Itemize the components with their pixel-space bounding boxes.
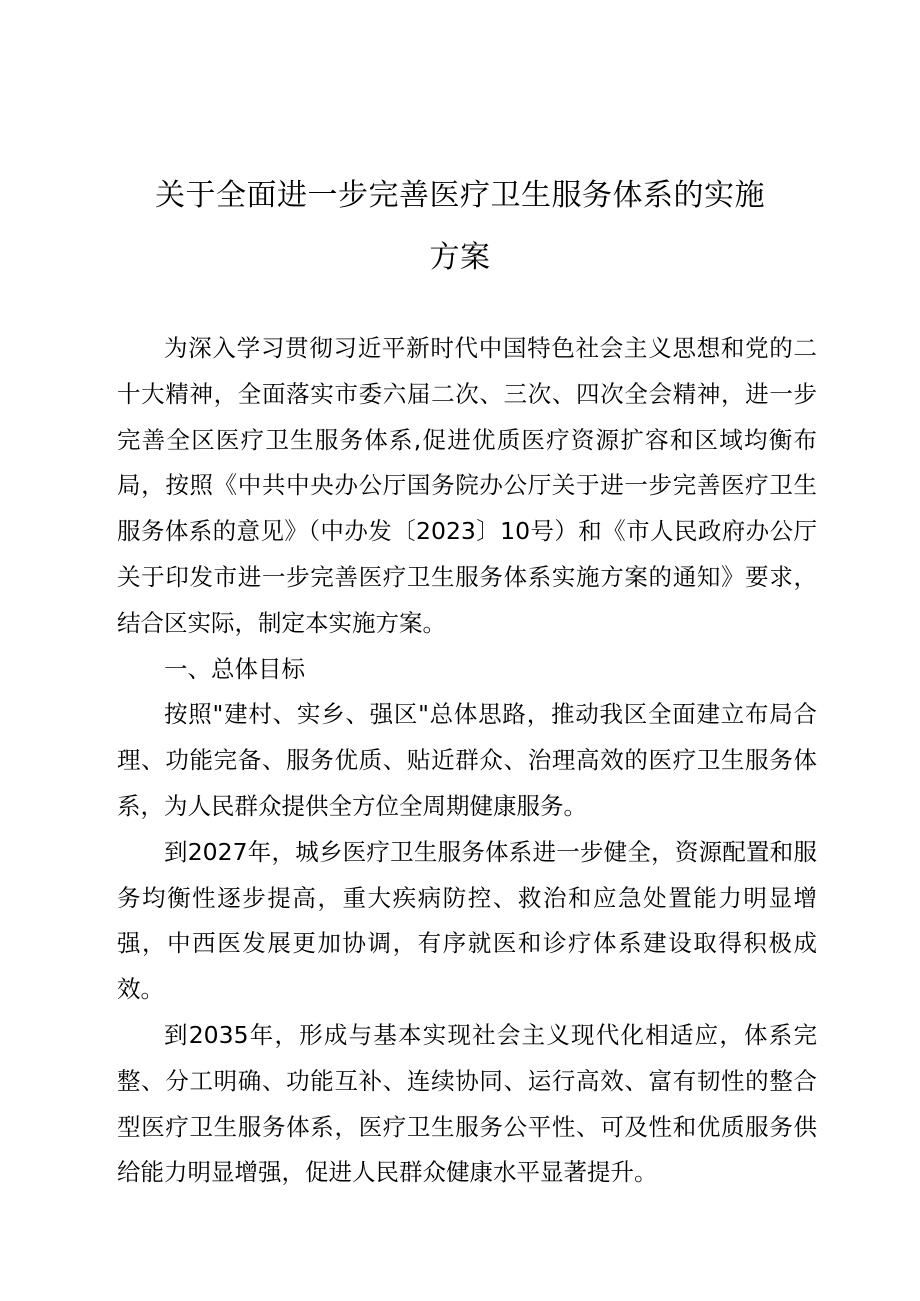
paragraph-intro: 为深入学习贯彻习近平新时代中国特色社会主义思想和党的二十大精神，全面落实市委六届二次、三次、四次全会精神，进一步完善全区医疗卫生服务体系,促进优质医疗资源扩容和区域均衡布局，按照《中共中央办公厅国务院办公厅关于进一步完善医疗卫生服务体系的意见》（中办发〔2023〕10号）和《市人民政府办公厅关于印发市进一步完善医疗卫生服务体系实施方案的通知》要求，结合区实际，制定本实施方案。 [117, 334, 817, 637]
document-body [117, 326, 817, 1196]
paragraph-goal-2035: 到2035年，形成与基本实现社会主义现代化相适应，体系完整、分工明确、功能互补、连续协同、运行高效、富有韧性的整合型医疗卫生服务体系，医疗卫生服务公平性、可及性和优质服务供给能力明显增强，促进人民群众健康水平显著提升。 [117, 1020, 817, 1187]
document-title-line-1: 关于全面进一步完善医疗卫生服务体系的实施 [155, 178, 765, 213]
section-heading-overall-goal: 一、总体目标 [164, 654, 305, 683]
document-title-line-2: 方案 [429, 240, 491, 275]
paragraph-goal-2027: 到2027年，城乡医疗卫生服务体系进一步健全，资源配置和服务均衡性逐步提高，重大疾病防控、救治和应急处置能力明显增强，中西医发展更加协调，有序就医和诊疗体系建设取得积极成效。 [117, 837, 817, 1004]
paragraph-overall-approach: 按照"建村、实乡、强区"总体思路，推动我区全面建立布局合理、功能完备、服务优质、贴近群众、治理高效的医疗卫生服务体系，为人民群众提供全方位全周期健康服务。 [117, 700, 817, 820]
